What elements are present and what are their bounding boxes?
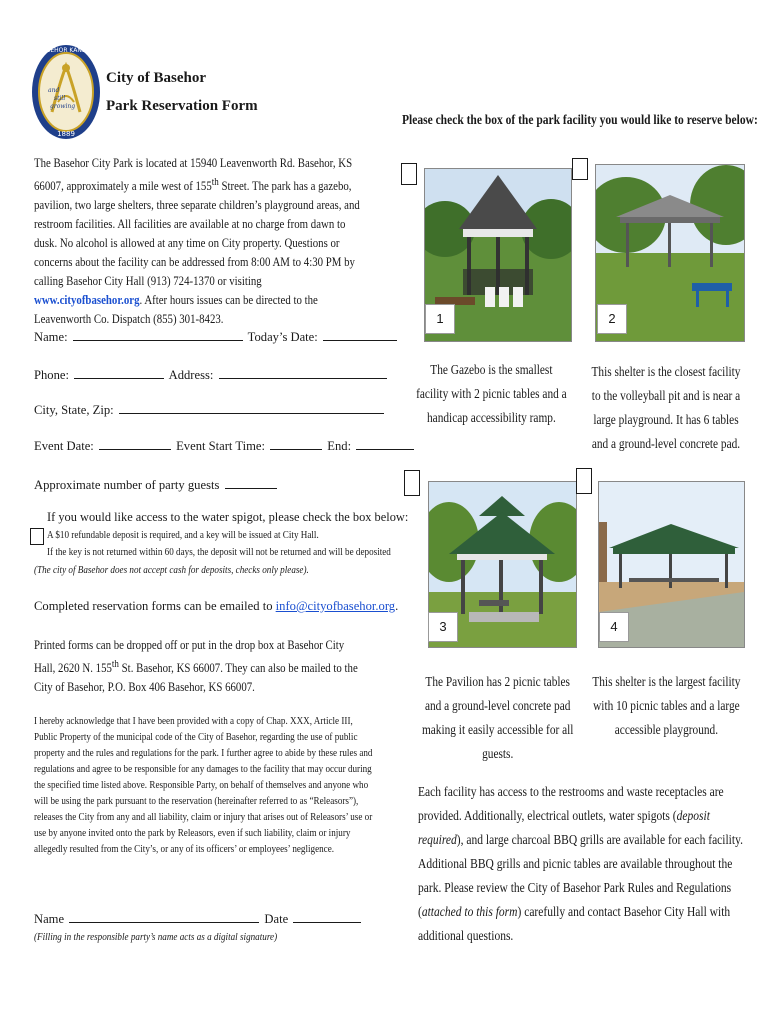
amenities-text-3: ) carefully and contact Basehor City Hall with additional questions.	[418, 904, 731, 943]
amenities-text-2: ), and large charcoal BBQ grills are available for each facility. Additional BBQ grills and picnic tables are available throughout the park. Please review the City of Basehor Park Rules and Regulations (	[418, 832, 743, 919]
name-field[interactable]	[73, 328, 243, 341]
todays-date-label: Today’s Date:	[247, 330, 318, 344]
todays-date-field[interactable]	[323, 328, 397, 341]
seal-top-text: BASEHOR KANSAS	[38, 47, 94, 54]
waiver-paragraph: I hereby acknowledge that I have been provided with a copy of Chap. XXX, Article III, Public Property of the municipal code of the City of Basehor, regarding the use of public property and the rules and regulations for the park. I further agree to abide by these rules and regulations and agree to be responsible for any damages to the facility that may occur during the specified time listed above. Responsible Party, on behalf of themselves and anyone who will be using the park pursuant to the reservation (hereinafter referred to as “Releasors”), releases the City from any and all liability, claim or injury that arises out of Releasors’ use or use by anyone invited onto the park by Releasors, even if such liability, claim or injury allegedly resulted from the City’s, or any of its officers’ or employees’ negligence.	[34, 716, 373, 855]
seal-year: 1889	[57, 130, 75, 138]
seal-motto-3: growing	[50, 103, 76, 110]
guests-row	[34, 476, 279, 493]
facility-1-caption: The Gazebo is the smallest facility with 2 picnic tables and a handicap accessibility ramp.	[416, 362, 567, 425]
intro-text-1: The Basehor City Park is located at 15940 Leavenworth Rd. Basehor, KS 66007, approximately a mile west of 155	[34, 156, 353, 194]
spigot-checkbox[interactable]	[30, 528, 44, 545]
page-header	[106, 64, 258, 120]
facility-2-checkbox[interactable]	[572, 158, 588, 180]
event-start-label: Event Start Time:	[176, 439, 265, 453]
spigot-return: If the key is not returned within 60 days, the deposit will not be returned and will be deposited	[47, 547, 391, 558]
amenities-em-2: attached to this form	[421, 904, 518, 919]
signature-row	[34, 910, 363, 927]
seal-motto-1: and	[48, 87, 60, 94]
email-line	[34, 599, 398, 614]
intro-sup: th	[211, 177, 219, 188]
phone-field[interactable]	[74, 366, 164, 379]
amenities-text-1: Each facility has access to the restrooms and waste receptacles are provided. Additionally, electrical outlets, water spigots (	[418, 784, 724, 823]
dropoff-paragraph	[34, 636, 366, 697]
signature-date-label: Date	[264, 912, 289, 926]
address-label: Address:	[168, 368, 214, 382]
email-text: Completed reservation forms can be emailed to	[34, 599, 276, 613]
facility-prompt: Please check the box of the park facility you would like to reserve below:	[402, 112, 758, 127]
form-title: Park Reservation Form	[106, 98, 258, 114]
name-label: Name:	[34, 330, 68, 344]
intro-text-3: . After hours issues can be directed to the Leavenworth Co. Dispatch (855) 301-8423.	[34, 293, 318, 327]
facility-2-number: 2	[597, 304, 627, 334]
spigot-note: (The city of Basehor does not accept cash for deposits, checks only please).	[34, 565, 309, 576]
facility-1-checkbox[interactable]	[401, 163, 417, 185]
spigot-deposit: A $10 refundable deposit is required, and a key will be issued at City Hall.	[47, 530, 319, 541]
city-seal	[30, 42, 102, 142]
email-end: .	[395, 599, 399, 613]
facility-2-caption: This shelter is the closest facility to the volleyball pit and is near a large playground. It has 6 tables and a ground-level concrete pad.	[591, 364, 741, 451]
org-name: City of Basehor	[106, 70, 206, 86]
phone-address-row	[34, 366, 389, 383]
intro-text-2: Street. The park has a gazebo, pavilion, two large shelters, three separate children’s playground areas, and restroom facilities. All facilities are available at no charge from dawn to dusk. No alcohol is allowed at any time on City property. Questions or concerns about the facility can be addressed from 8:00 AM to 4:30 PM by calling Basehor City Hall (913) 724-1370 or visiting	[34, 179, 360, 289]
end-label: End:	[327, 439, 352, 453]
dropoff-sup: th	[111, 659, 119, 670]
email-link[interactable]: info@cityofbasehor.org	[275, 599, 396, 613]
facility-3-caption: The Pavilion has 2 picnic tables and a ground-level concrete pad making it easily accessible for all guests.	[421, 674, 574, 761]
signature-name-label: Name	[34, 912, 65, 926]
signature-date-field[interactable]	[293, 910, 361, 923]
phone-label: Phone:	[34, 368, 69, 382]
city-state-zip-row	[34, 401, 386, 418]
guests-field[interactable]	[225, 476, 277, 489]
spigot-intro: If you would like access to the water spigot, please check the box below:	[47, 510, 409, 524]
event-row	[34, 437, 416, 454]
city-state-zip-field[interactable]	[119, 401, 384, 414]
end-time-field[interactable]	[356, 437, 414, 450]
address-field[interactable]	[219, 366, 387, 379]
signature-name-field[interactable]	[69, 910, 259, 923]
website-link[interactable]: www.cityofbasehor.org	[34, 293, 140, 308]
amenities-em-1: deposit required	[418, 808, 710, 847]
event-date-field[interactable]	[99, 437, 171, 450]
dropoff-text-2: St. Basehor, KS 66007. They can also be mailed to the City of Basehor, P.O. Box 406 Basehor, KS 66007.	[34, 661, 358, 695]
city-state-zip-label: City, State, Zip:	[34, 403, 114, 417]
facility-3-checkbox[interactable]	[404, 470, 420, 496]
guests-label: Approximate number of party guests	[34, 478, 220, 492]
name-date-row	[34, 328, 399, 345]
signature-note: (Filling in the responsible party’s name acts as a digital signature)	[34, 932, 278, 943]
seal-motto-2: still	[54, 95, 66, 102]
amenities-paragraph	[418, 780, 748, 948]
facility-4-caption: This shelter is the largest facility with 10 picnic tables and a large accessible playground.	[592, 674, 741, 737]
facility-1-number: 1	[425, 304, 455, 334]
event-start-field[interactable]	[270, 437, 322, 450]
facility-4-number: 4	[599, 612, 629, 642]
event-date-label: Event Date:	[34, 439, 94, 453]
facility-3-number: 3	[428, 612, 458, 642]
facility-4-checkbox[interactable]	[576, 468, 592, 494]
dropoff-text-1: Printed forms can be dropped off or put in the drop box at Basehor City Hall, 2620 N. 155	[34, 638, 345, 676]
intro-paragraph	[34, 154, 366, 329]
